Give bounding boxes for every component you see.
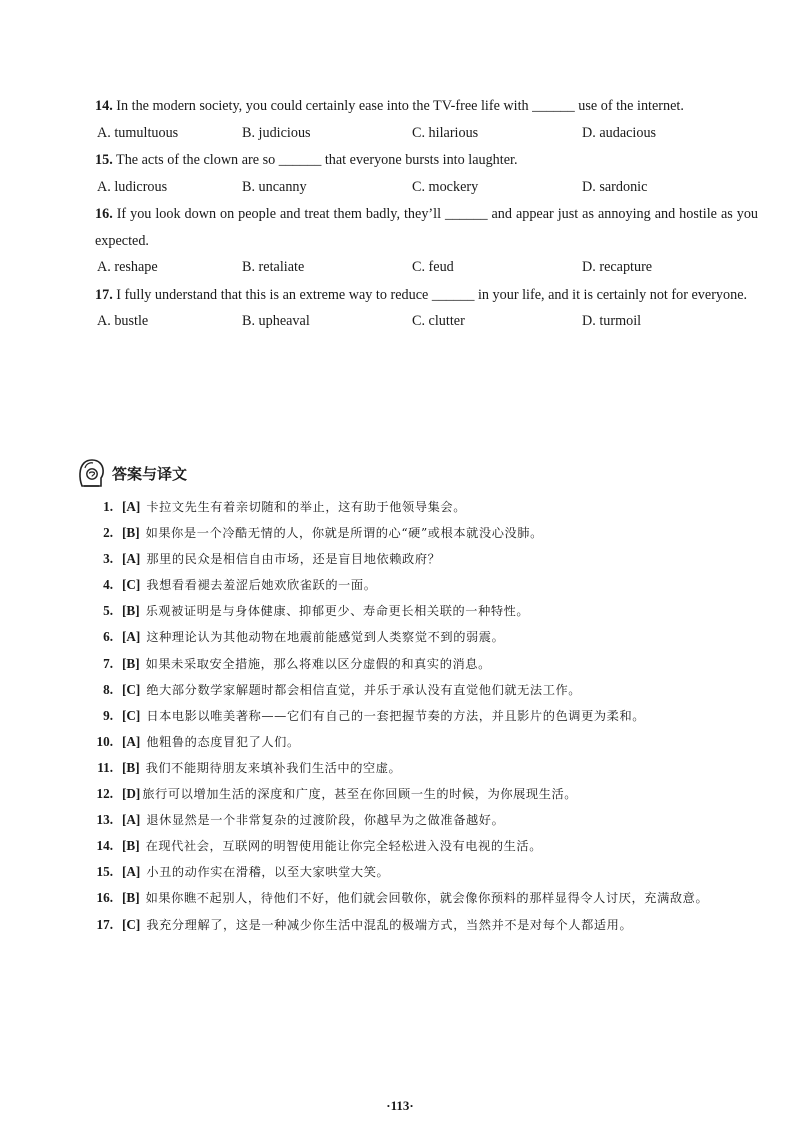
- answer-number: 14.: [96, 838, 113, 854]
- answer-number: 11.: [97, 759, 113, 775]
- option: B. upheaval: [242, 313, 310, 329]
- option: D. audacious: [582, 124, 657, 141]
- question-stem: In the modern society, you could certainly ease into the TV-free life with ______ use of the internet.: [116, 98, 684, 114]
- option: B. judicious: [242, 124, 311, 141]
- answer-translation: 如果你瞧不起别人，待他们不好，他们就会回敬你，就会像你预料的那样显得令人讨厌，充满敌意。: [145, 891, 709, 906]
- options-row: [95, 254, 758, 281]
- answer-number: 16.: [96, 890, 113, 906]
- question-number: 16.: [95, 206, 113, 222]
- question-stem: I fully understand that this is an extreme way to reduce ______ in your life, and it is certainly not for everyone.: [116, 286, 748, 303]
- answer-item: [85, 729, 765, 755]
- answer-translation: 我们不能期待朋友来填补我们生活中的空虚。: [145, 760, 402, 775]
- option: C. feud: [412, 259, 454, 275]
- answer-translation: 乐观被证明是与身体健康、抑郁更少、寿命更长相关联的一种特性。: [145, 604, 530, 619]
- answer-number: 6.: [103, 629, 113, 645]
- answer-translation: 在现代社会，互联网的明智使用能让你完全轻松进入没有电视的生活。: [145, 839, 543, 854]
- question-stem: If you look down on people and treat them badly, they’ll ______ and appear just as annoying and hostile as you expected.: [95, 206, 759, 249]
- answer-item: [85, 885, 765, 911]
- answer-translation: 小丑的动作实在滑稽，以至大家哄堂大笑。: [146, 865, 390, 880]
- answer-item: [85, 807, 765, 833]
- answer-number: 2.: [103, 525, 113, 541]
- answer-letter: [B]: [122, 525, 140, 541]
- answer-number: 3.: [103, 551, 113, 567]
- answer-item: [85, 572, 765, 598]
- option: A. ludicrous: [97, 178, 168, 195]
- answer-letter: [A]: [122, 812, 141, 828]
- answer-letter: [C]: [122, 577, 141, 593]
- answer-translation: 绝大部分数学家解题时都会相信直觉，并乐于承认没有直觉他们就无法工作。: [146, 682, 582, 697]
- answer-number: 4.: [103, 577, 113, 593]
- answer-number: 13.: [96, 812, 113, 828]
- answer-item: [85, 677, 765, 703]
- answer-number: 15.: [96, 864, 113, 880]
- answer-letter: [D]: [122, 786, 141, 802]
- answer-translation: 他粗鲁的态度冒犯了人们。: [146, 734, 300, 749]
- answer-letter: [A]: [122, 499, 141, 514]
- page-number: ·113·: [386, 1098, 414, 1113]
- answer-item: [85, 598, 765, 624]
- options-row: [95, 308, 758, 335]
- question: [95, 201, 758, 281]
- answer-letter: [B]: [122, 890, 140, 906]
- answer-letter: [A]: [122, 551, 141, 567]
- answer-item: [85, 833, 765, 859]
- question-number: 17.: [95, 286, 113, 303]
- answer-item: [85, 494, 765, 520]
- answer-letter: [A]: [122, 733, 141, 749]
- option: A. bustle: [97, 313, 149, 329]
- answer-list: [85, 494, 765, 938]
- question-number: 15.: [95, 152, 113, 168]
- answer-item: [85, 546, 765, 572]
- option: A. reshape: [97, 259, 158, 275]
- answer-item: [85, 703, 765, 729]
- answer-translation: 日本电影以唯美著称——它们有自己的一套把握节奏的方法，并且影片的色调更为柔和。: [146, 708, 646, 723]
- answer-letter: [C]: [122, 707, 141, 723]
- answer-letter: [B]: [122, 759, 140, 775]
- answer-number: 7.: [103, 655, 113, 671]
- answer-translation: 旅行可以增加生活的深度和广度，甚至在你回顾一生的时候，为你展现生活。: [142, 787, 578, 802]
- answer-number: 9.: [103, 707, 113, 723]
- option: D. recapture: [582, 259, 653, 275]
- answer-letter: [C]: [122, 916, 141, 932]
- answer-translation: 如果你是一个冷酷无情的人，你就是所谓的心“硬”或根本就没心没肺。: [145, 526, 543, 541]
- answer-item: [85, 520, 765, 546]
- option: C. mockery: [412, 178, 479, 195]
- option: A. tumultuous: [97, 124, 179, 141]
- answer-number: 8.: [103, 681, 113, 697]
- answer-translation: 我想看看褪去羞涩后她欢欣雀跃的一面。: [146, 578, 377, 593]
- option: B. retaliate: [242, 259, 305, 275]
- answer-key-icon: [76, 456, 106, 490]
- option: D. turmoil: [582, 313, 642, 329]
- answer-number: 1.: [103, 499, 113, 514]
- option: C. hilarious: [412, 124, 479, 141]
- answer-letter: [A]: [122, 629, 141, 645]
- answer-item: [85, 781, 765, 807]
- question: [95, 147, 758, 200]
- question-stem: The acts of the clown are so ______ that everyone bursts into laughter.: [116, 152, 518, 168]
- answer-translation: 这种理论认为其他动物在地震前能感觉到人类察觉不到的弱震。: [146, 630, 505, 645]
- option: D. sardonic: [582, 178, 648, 195]
- option: C. clutter: [412, 313, 465, 329]
- options-row: [95, 120, 758, 147]
- answer-number: 5.: [103, 603, 113, 619]
- answer-letter: [C]: [122, 681, 141, 697]
- answers-heading-title: 答案与译文: [112, 464, 188, 483]
- answer-item: [85, 755, 765, 781]
- answer-translation: 退休显然是一个非常复杂的过渡阶段，你越早为之做准备越好。: [146, 813, 505, 828]
- answer-item: [85, 859, 765, 885]
- answer-letter: [B]: [122, 655, 140, 671]
- question-number: 14.: [95, 98, 113, 114]
- answer-item: [85, 651, 765, 677]
- answer-letter: [B]: [122, 838, 140, 854]
- answer-item: [85, 912, 765, 938]
- answer-translation: 我充分理解了，这是一种减少你生活中混乱的极端方式，当然并不是对每个人都适用。: [146, 917, 633, 932]
- answer-letter: [A]: [122, 864, 141, 880]
- answer-translation: 卡拉文先生有着亲切随和的举止，这有助于他领导集会。: [146, 500, 466, 514]
- question: [95, 282, 758, 335]
- options-row: [95, 174, 758, 201]
- answer-number: 17.: [96, 916, 113, 932]
- answer-item: [85, 624, 765, 650]
- answer-letter: [B]: [122, 603, 140, 619]
- answers-heading: [76, 455, 187, 491]
- answer-translation: 如果未采取安全措施，那么将难以区分虚假的和真实的消息。: [145, 656, 491, 671]
- question-list: [95, 93, 758, 336]
- answer-number: 12.: [96, 786, 113, 802]
- answer-translation: 那里的民众是相信自由市场，还是盲目地依赖政府？: [146, 552, 441, 567]
- option: B. uncanny: [242, 178, 307, 195]
- question: [95, 93, 758, 146]
- answer-number: 10.: [96, 733, 113, 749]
